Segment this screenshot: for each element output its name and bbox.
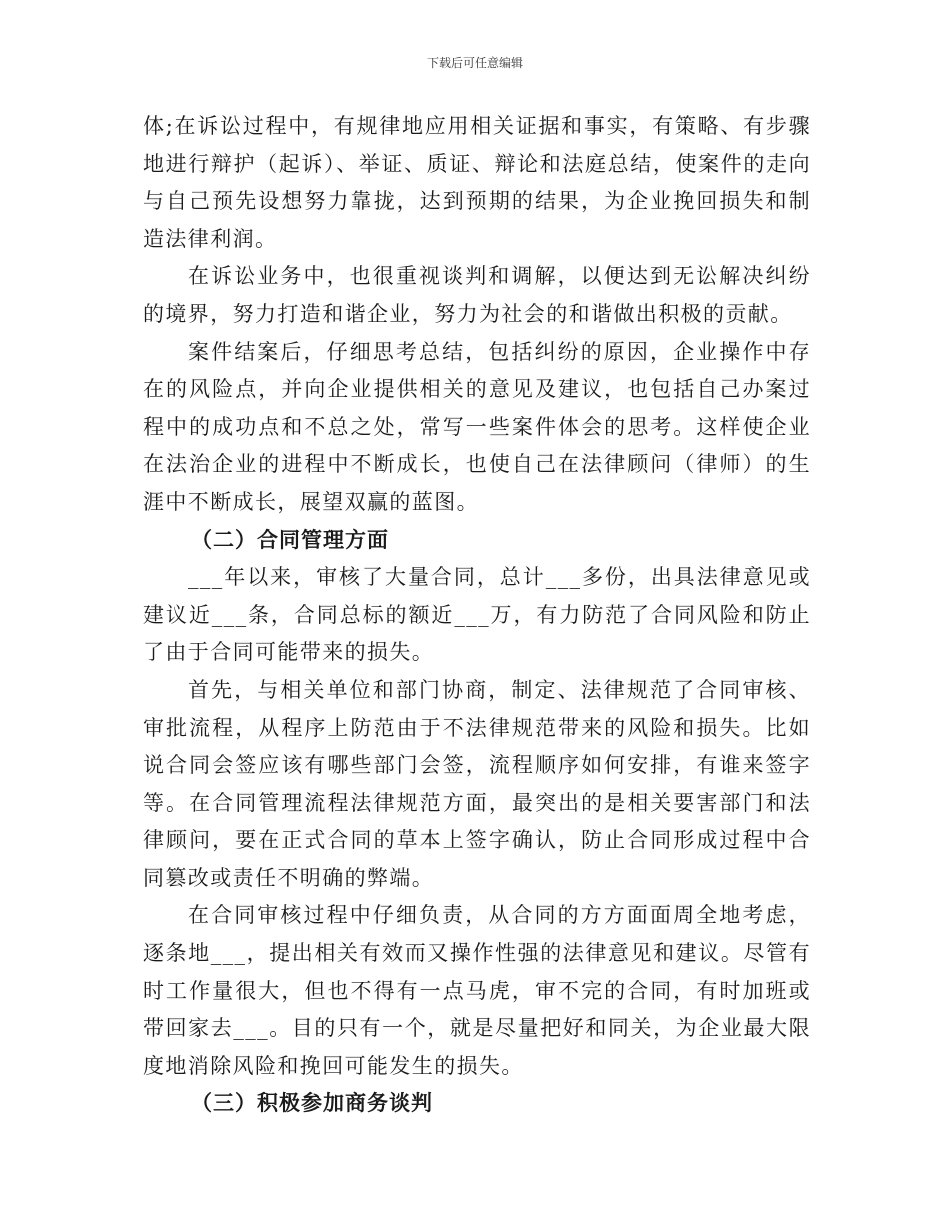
paragraph-negotiation-mediation: 在诉讼业务中，也很重视谈判和调解，以便达到无讼解决纠纷的境界，努力打造和谐企业，努力为社会的和谐做出积极的贡献。 [143, 264, 811, 326]
page-header: 下载后可任意编辑 [426, 56, 523, 70]
section-heading-contract-management: （二）合同管理方面 [191, 527, 389, 552]
document-body [143, 108, 811, 1123]
paragraph-contract-review: 在合同审核过程中仔细负责，从合同的方方面面周全地考虑，逐条地___，提出相关有效而又操作性强的法律意见和建议。尽管有时工作量很大，但也不得有一点马虎，审不完的合同，有时加班或带回家去___。目的只有一个，就是尽量把好和同关，为企业最大限度地消除风险和挽回可能发生的损失。 [143, 903, 811, 1078]
paragraph-contract-process: 首先，与相关单位和部门协商，制定、法律规范了合同审核、审批流程，从程序上防范由于不法律规范带来的风险和损失。比如说合同会签应该有哪些部门会签，流程顺序如何安排，有谁来签字等。在合同管理流程法律规范方面，最突出的是相关要害部门和法律顾问，要在正式合同的草本上签字确认，防止合同形成过程中合同篡改或责任不明确的弊端。 [143, 677, 811, 890]
paragraph-contract-stats: ___年以来，审核了大量合同，总计___多份，出具法律意见或建议近___条，合同总标的额近___万，有力防范了合同风险和防止了由于合同可能带来的损失。 [143, 565, 811, 665]
paragraph-litigation-process: 体;在诉讼过程中，有规律地应用相关证据和事实，有策略、有步骤地进行辩护（起诉）、举证、质证、辩论和法庭总结，使案件的走向与自己预先设想努力靠拢，达到预期的结果，为企业挽回损失和制造法律利润。 [143, 114, 811, 251]
paragraph-case-summary: 案件结案后，仔细思考总结，包括纠纷的原因，企业操作中存在的风险点，并向企业提供相关的意见及建议，也包括自己办案过程中的成功点和不总之处，常写一些案件体会的思考。这样使企业在法治企业的进程中不断成长，也使自己在法律顾问（律师）的生涯中不断成长，展望双赢的蓝图。 [143, 339, 811, 514]
section-heading-business-negotiation: （三）积极参加商务谈判 [191, 1091, 433, 1116]
